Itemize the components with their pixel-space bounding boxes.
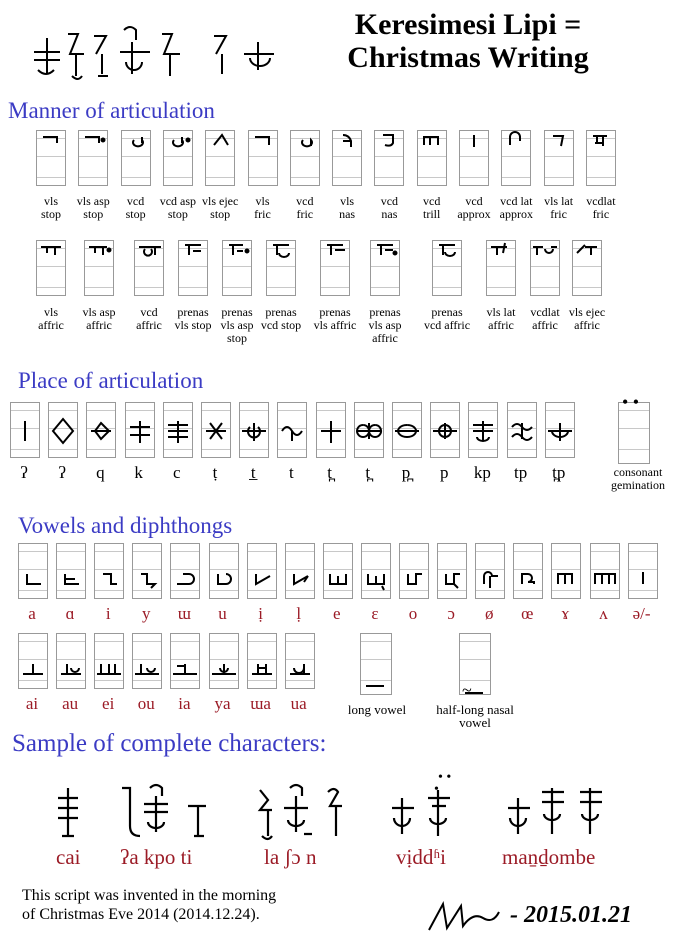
manner-caption: prenas vls stop <box>174 305 212 332</box>
gemination-caption: consonant gemination <box>611 465 665 492</box>
vowel-label: œ <box>521 604 534 623</box>
place-glyph-box <box>354 402 384 458</box>
vowel-label: ɯa <box>250 694 271 713</box>
place-glyph-box <box>507 402 537 458</box>
vowel-label: ya <box>214 694 231 713</box>
place-glyph-box <box>392 402 422 458</box>
place-label: tp <box>513 463 528 482</box>
manner-caption: prenas vls asp stop <box>220 305 254 345</box>
manner-glyph-box <box>205 130 235 186</box>
place-glyph-box <box>201 402 231 458</box>
manner-caption: vcd approx <box>457 194 491 221</box>
vowel-glyph-box <box>628 543 658 599</box>
place-label: q <box>96 463 105 482</box>
vowel-label: au <box>62 694 79 713</box>
vowel-label: a <box>28 604 36 623</box>
signature <box>425 896 510 941</box>
manner-glyph-box <box>178 240 208 296</box>
sample-word-3: la ʃɔ n <box>264 845 317 869</box>
sample-heading: Sample of complete characters: <box>12 730 327 757</box>
manner-caption: vcd affric <box>136 305 162 332</box>
vowel-glyph-box <box>361 543 391 599</box>
footer-line-2: of Christmas Eve 2014 (2014.12.24). <box>22 906 260 923</box>
place-label: kp <box>473 463 491 482</box>
title-line-2: Christmas Writing <box>347 41 589 74</box>
vowel-glyph-box <box>132 633 162 689</box>
manner-glyph-box <box>222 240 252 296</box>
manner-caption: prenas vls asp affric <box>368 305 402 345</box>
vowel-label: ia <box>178 694 191 713</box>
place-glyph-box <box>10 402 40 458</box>
vowel-label: u <box>218 604 227 623</box>
place-glyph-box <box>125 402 155 458</box>
vowel-label: ou <box>137 694 155 713</box>
place-label: c <box>173 463 181 482</box>
page-title <box>318 8 618 74</box>
title-line-1: Keresimesi Lipi = <box>354 8 582 41</box>
manner-glyph-box <box>544 130 574 186</box>
vowel-label: o <box>408 604 418 623</box>
manner-caption: vcd nas <box>380 194 399 221</box>
place-label: ʔ <box>58 463 66 482</box>
manner-glyph-box <box>121 130 151 186</box>
vowels-heading: Vowels and diphthongs <box>18 513 233 538</box>
place-label: t̪p <box>552 463 566 482</box>
footer-note <box>22 886 276 924</box>
manner-caption: prenas vcd stop <box>260 305 302 332</box>
manner-glyph-box <box>248 130 278 186</box>
vowel-glyph-box <box>170 633 200 689</box>
manner-caption: vls lat fric <box>544 194 574 221</box>
vowel-glyph-box <box>94 543 124 599</box>
vowel-label: ʌ <box>599 604 608 623</box>
manner-glyph-box <box>36 130 66 186</box>
sample-dots-2: • <box>434 782 439 797</box>
place-glyph-box <box>430 402 460 458</box>
place-label: t̪ <box>327 463 332 482</box>
sample-word-5: maṉḏombe <box>502 845 596 869</box>
manner-glyph-box <box>486 240 516 296</box>
place-glyph-box <box>163 402 193 458</box>
manner-glyph-box <box>417 130 447 186</box>
place-glyph-box <box>545 402 575 458</box>
long-vowel-mark <box>366 685 384 687</box>
vowel-glyph-box <box>285 543 315 599</box>
manner-glyph-box <box>501 130 531 186</box>
manner-glyph-box <box>36 240 66 296</box>
place-label: p <box>439 463 449 482</box>
vowel-label: ɯ <box>177 604 191 623</box>
place-glyph-box <box>316 402 346 458</box>
footer-line-1: This script was invented in the morning <box>22 887 277 904</box>
manner-caption: vcd asp stop <box>159 194 197 221</box>
vowel-glyph-box <box>170 543 200 599</box>
gemination-dots: • • <box>622 392 640 412</box>
manner-caption: prenas vcd affric <box>423 305 471 332</box>
sample-glyphs <box>40 778 640 853</box>
place-label: ʔ <box>20 463 28 482</box>
vowel-label: ɔ <box>447 604 455 623</box>
vowel-label: e <box>333 604 341 623</box>
place-label: ṭ <box>212 463 218 482</box>
manner-caption: vls asp affric <box>82 305 116 332</box>
manner-caption: prenas vls affric <box>313 305 357 332</box>
manner-glyph-box <box>290 130 320 186</box>
vowel-glyph-box <box>18 543 48 599</box>
manner-caption: vcdlat fric <box>586 194 616 221</box>
vowel-glyph-box <box>475 543 505 599</box>
manner-glyph-box <box>78 130 108 186</box>
manner-caption: vls ejec affric <box>568 305 606 332</box>
place-label: k <box>134 463 143 482</box>
place-heading: Place of articulation <box>18 368 204 393</box>
place-label: p̪ <box>401 463 411 482</box>
vowel-label: y <box>142 604 151 623</box>
vowel-label: ei <box>102 694 115 713</box>
place-glyph-box <box>239 402 269 458</box>
vowel-glyph-box <box>323 543 353 599</box>
place-glyph-box <box>48 402 78 458</box>
manner-caption: vls asp stop <box>76 194 110 221</box>
manner-glyph-box <box>84 240 114 296</box>
manner-glyph-box <box>432 240 462 296</box>
manner-caption: vls ejec stop <box>202 194 239 221</box>
manner-glyph-box <box>332 130 362 186</box>
vowel-label: ḷ <box>296 604 302 623</box>
vowel-glyph-box <box>247 543 277 599</box>
sample-dots-1: • • <box>438 770 452 785</box>
nasal-vowel-caption: half-long nasal vowel <box>436 702 514 730</box>
vowel-label: ua <box>290 694 307 713</box>
signature-date: - 2015.01.21 <box>510 902 632 928</box>
manner-glyph-box <box>134 240 164 296</box>
vowel-glyph-box <box>56 633 86 689</box>
place-glyph-box <box>277 402 307 458</box>
vowel-label: ə/- <box>632 604 651 623</box>
sample-word-4: vịddʱi <box>396 845 446 869</box>
sample-word-1: cai <box>56 845 81 869</box>
vowel-glyph-box <box>247 633 277 689</box>
nasal-vowel-line <box>465 692 483 694</box>
vowel-glyph-box <box>94 633 124 689</box>
place-label: t̪ <box>365 463 371 482</box>
manner-caption: vls lat affric <box>486 305 516 332</box>
vowel-glyph-box <box>590 543 620 599</box>
manner-caption: vcd stop <box>125 194 146 221</box>
manner-caption: vcd fric <box>296 194 314 221</box>
manner-heading: Manner of articulation <box>8 98 215 123</box>
vowel-label: ɤ <box>561 604 570 623</box>
place-label: t̲ <box>250 463 256 482</box>
manner-glyph-box <box>459 130 489 186</box>
vowel-label: ai <box>25 694 39 713</box>
vowel-glyph-box <box>513 543 543 599</box>
place-glyph-box <box>86 402 116 458</box>
vowel-glyph-box <box>132 543 162 599</box>
vowel-glyph-box <box>209 543 239 599</box>
manner-caption: vls stop <box>40 194 61 221</box>
vowel-glyph-box <box>18 633 48 689</box>
place-glyph-box <box>468 402 498 458</box>
manner-glyph-box <box>374 130 404 186</box>
manner-glyph-box <box>320 240 350 296</box>
manner-glyph-box <box>586 130 616 186</box>
vowel-label: ị <box>258 604 263 623</box>
vowel-glyph-box <box>399 543 429 599</box>
manner-glyph-box <box>530 240 560 296</box>
vowel-glyph-box <box>56 543 86 599</box>
manner-caption: vls fric <box>254 194 271 221</box>
manner-glyph-box <box>370 240 400 296</box>
vowel-glyph-box <box>551 543 581 599</box>
manner-caption: vls affric <box>38 305 64 332</box>
manner-glyph-box <box>163 130 193 186</box>
place-label: t <box>289 463 294 482</box>
vowel-glyph-box <box>209 633 239 689</box>
nasal-vowel-mark: ~ <box>462 680 472 700</box>
manner-glyph-box <box>266 240 296 296</box>
vowel-label: ø <box>484 604 494 623</box>
vowel-glyph-box <box>285 633 315 689</box>
manner-caption: vcd trill <box>423 194 441 221</box>
manner-caption: vcd lat approx <box>499 194 533 221</box>
vowel-label: ɑ <box>65 604 75 623</box>
vowel-glyph-box <box>437 543 467 599</box>
manner-glyph-box <box>572 240 602 296</box>
manner-caption: vcdlat affric <box>530 305 560 332</box>
vowel-label: i <box>105 604 111 623</box>
long-vowel-caption: long vowel <box>347 702 407 717</box>
vowel-label: ɛ <box>371 604 379 623</box>
manner-caption: vls nas <box>339 194 356 221</box>
sample-word-2: ʔa kpo ti <box>120 845 193 869</box>
title-script-sample <box>28 14 288 89</box>
